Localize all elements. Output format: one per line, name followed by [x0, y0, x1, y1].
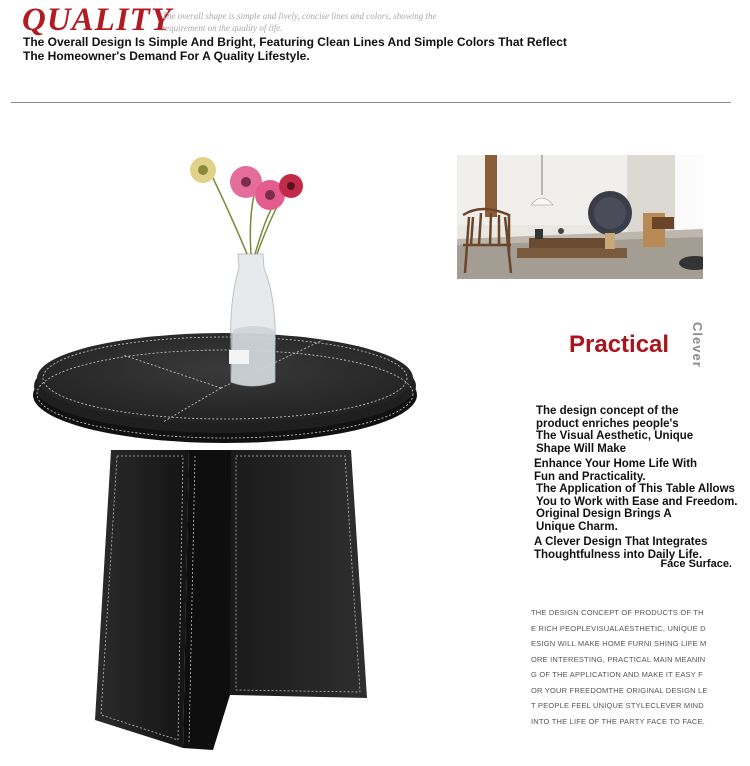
headline: [23, 35, 583, 63]
fine-print-line: THE DESIGN CONCEPT OF PRODUCTS OF TH: [531, 608, 704, 617]
fine-print-line: ORE INTERESTING, PRACTICAL MAIN MEANIN: [531, 654, 706, 664]
round-table-image: [33, 150, 418, 750]
description-line: Enhance Your Home Life With: [534, 458, 698, 470]
practical-title: Practical: [569, 331, 670, 358]
fine-print-line: ESIGN WILL MAKE HOME FURNI SHING LIFE M: [531, 639, 707, 648]
fine-print-line: E RICH PEOPLEVISUALAESTHETIC, UNIQUE D: [531, 623, 706, 633]
description-line: product enriches people's: [536, 417, 679, 430]
description-line: Original Design Brings A: [536, 508, 672, 520]
description-line: Fun and Practicality.: [534, 470, 646, 483]
flower-yellow: [190, 157, 216, 183]
quality-title: QUALITY: [22, 2, 172, 38]
description-line: You to Work with Ease and Freedom.: [536, 495, 738, 508]
description-line: Shape Will Make: [536, 442, 627, 455]
headline-line: The Overall Design Is Simple And Bright, Featuring Clean Lines And Simple Colors That Reflect: [23, 35, 567, 49]
quality-subtitle: The overall shape is simple and lively, concise lines and colors, showing the requirement on the quality of life.: [162, 11, 437, 33]
description-line: Thoughtfulness into Daily Life.: [534, 548, 703, 561]
room-interior-photo: [457, 155, 703, 279]
description-line: The Visual Aesthetic, Unique: [536, 430, 694, 442]
fine-print-line: INTO THE LIFE OF THE PARTY FACE TO FACE.: [531, 716, 706, 726]
description-line: The Application of This Table Allows: [536, 483, 735, 495]
fine-print: [531, 605, 706, 729]
fine-print-line: G OF THE APPLICATION AND MAKE IT EASY F: [531, 670, 703, 679]
fine-print-line: OR YOUR FREEDOMTHE ORIGINAL DESIGN LE: [531, 685, 708, 695]
description-line: The design concept of the: [536, 405, 679, 417]
description-line: A Clever Design That Integrates: [534, 536, 708, 548]
fine-print-line: T PEOPLE FEEL UNIQUE STYLECLEVER MIND: [531, 701, 704, 710]
face-surface-label: Face Surface.: [660, 558, 732, 570]
flower-red: [279, 174, 303, 198]
description: [534, 405, 744, 561]
divider: [11, 102, 731, 103]
headline-line: The Homeowner's Demand For A Quality Lifestyle.: [23, 49, 310, 63]
clever-label: Clever: [690, 322, 705, 368]
description-line: Unique Charm.: [536, 520, 618, 533]
